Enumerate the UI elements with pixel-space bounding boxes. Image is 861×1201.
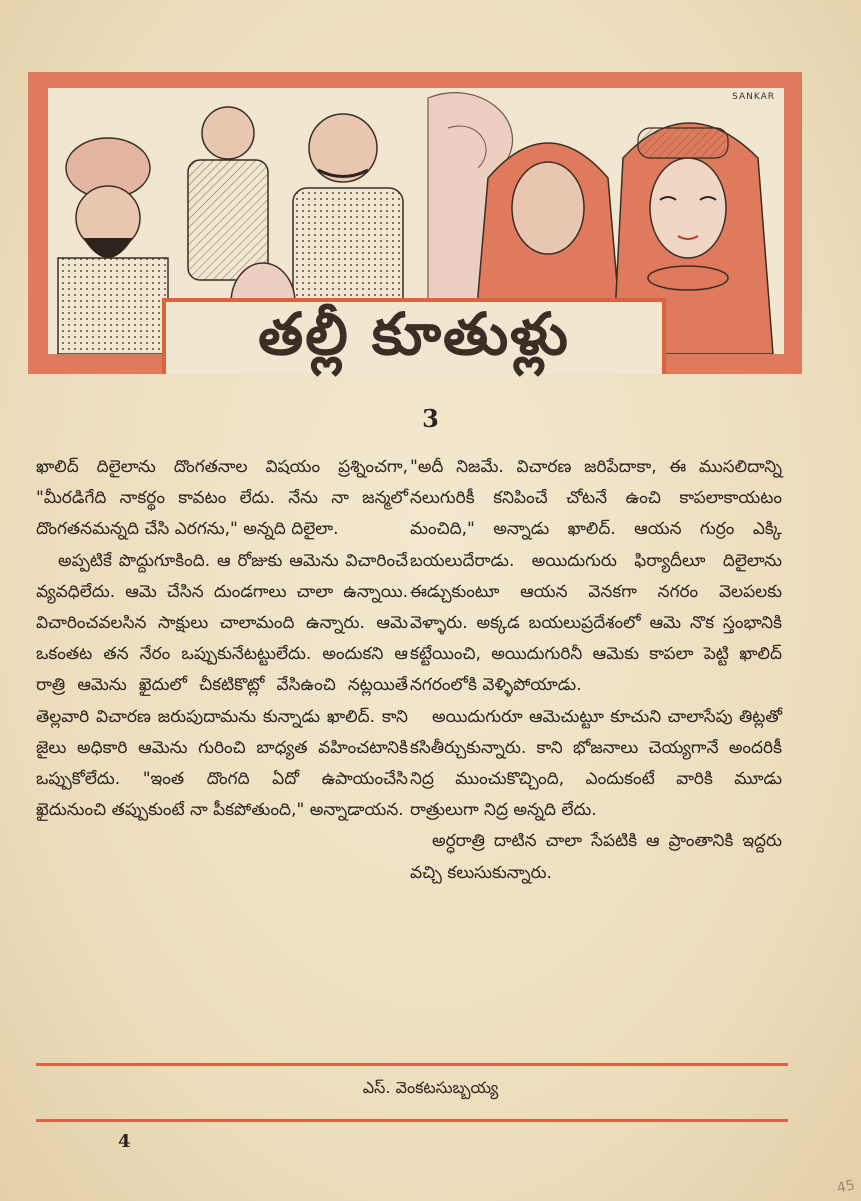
paragraph: ఖాలిద్ దిలైలాను దొంగతనాల విషయం ప్రశ్నించగా, "మీరడిగేది నాకర్థం కావటం లేదు. నేను నా జన్మలో దొంగతనమన్నది చేసి ఎరగను," అన్నది దిలైలా. [36,457,408,540]
footer-rule-bottom [36,1119,788,1122]
right-column [410,452,782,889]
artist-signature: SANKAR [732,92,775,102]
author-credit: ఎస్. వెంకటసుబ్బయ్య [362,1078,499,1097]
paragraph: "అదీ నిజమే. విచారణ జరిపేదాకా, ఈ ముసలిదాన్ని నలుగురికీ కనిపించే చోటనే ఉంచి కాపలాకాయటం మంచిది," అన్నాడు ఖాలిద్. ఆయన గుర్రం ఎక్కి బయలుదేరాడు. అయిదుగురు ఫిర్యాదీలూ దిలైలాను ఈడ్చుకుంటూ ఆయన వెనకగా నగరం వెలపలకు వెళ్ళారు. అక్కడ బయలుప్రదేశంలో ఆమె నొక స్తంభానికి కట్టేయించి, అయిదుగురినీ ఆమెకు కాపలా పెట్టి ఖాలిద్ నగరంలోకి వెళ్ళిపోయాడు. [410,457,782,696]
paragraph: అర్ధరాత్రి దాటిన చాలా సేపటికి ఆ ప్రాంతానికి ఇద్దరు వచ్చి కలుసుకున్నారు. [410,831,782,883]
corner-mark: 45 [835,1177,857,1197]
paragraph: అయిదుగురూ ఆమెచుట్టూ కూచుని చాలాసేపు తిట్లతో కసితీర్చుకున్నారు. కాని భోజనాలు చెయ్యగానే అందరికీ నిద్ర ముంచుకొచ్చింది, ఎందుకంటే వారికి మూడు రాత్రులుగా నిద్ర అన్నది లేదు. [410,706,782,821]
page-title: తల్లీ కూతుళ్లు [258,299,570,368]
left-column [36,452,408,826]
page-number: 4 [118,1131,131,1152]
paragraph: అప్పటికే పొద్దుగూకింది. ఆ రోజుకు ఆమెను విచారించే వ్యవధిలేదు. ఆమె చేసిన దుండగాలు చాలా ఉన్నాయి. విచారించవలసిన సాక్షులు చాలామంది ఉన్నారు. ఆమె ఒకంతట తన నేరం ఒప్పుకునేటట్టులేదు. అందుకని ఆ రాత్రి ఆమెను ఖైదులో చీకటికొట్లో వేసిఉంచి నట్లయితే తెల్లవారి విచారణ జరుపుదామను కున్నాడు ఖాలిద్. కాని జైలు అధికారి ఆమెను గురించి బాధ్యత వహించటానికి ఒప్పుకోలేదు. "ఇంత దొంగది ఏదో ఉపాయంచేసి ఖైదునుంచి తప్పుకుంటే నా పీకపోతుంది," అన్నాడాయన. [36,550,408,821]
part-number: 3 [422,404,439,433]
footer-rule-top [36,1063,788,1066]
